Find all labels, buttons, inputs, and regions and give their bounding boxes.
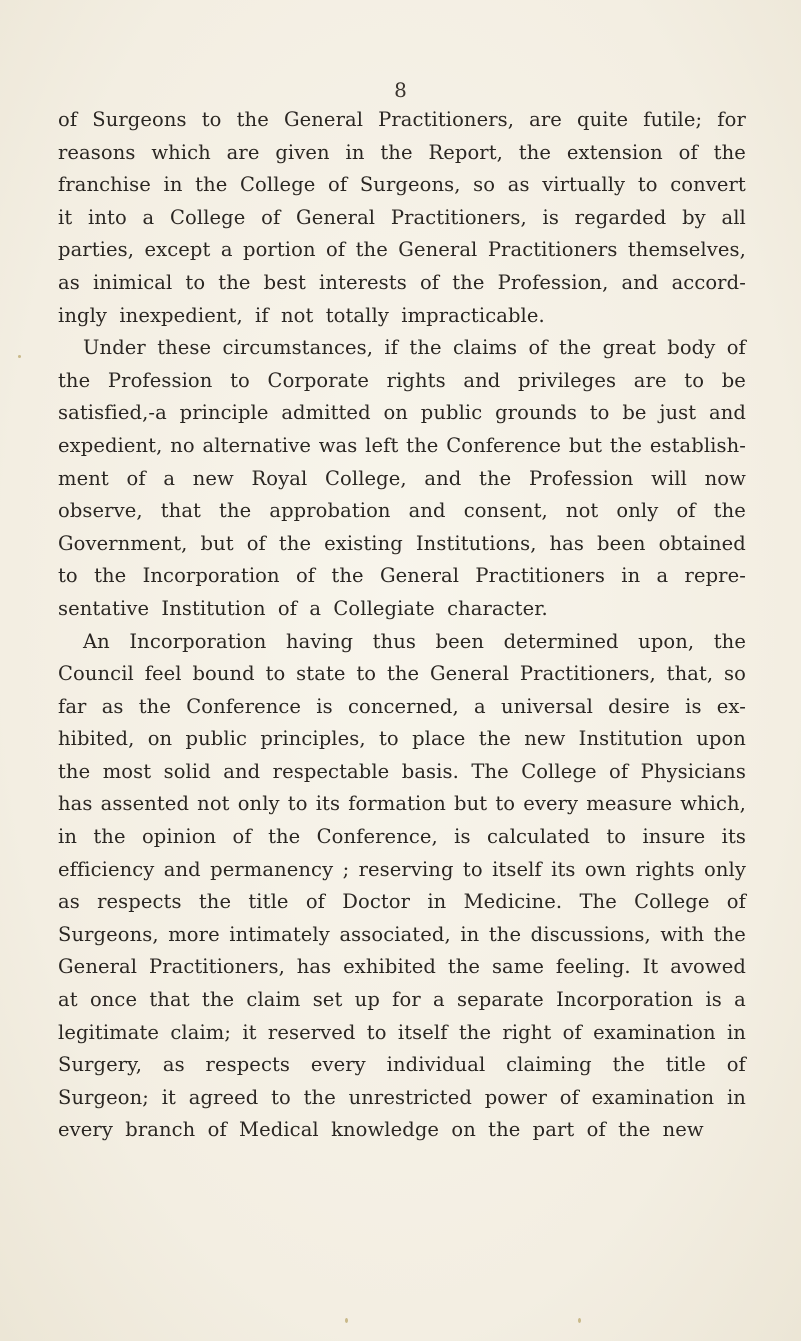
text-line: An Incorporation having thus been determined upon, the xyxy=(83,629,746,653)
text-line: of Surgeons to the General Practitioners, are quite futile; for xyxy=(58,108,746,131)
text-line: parties, except a portion of the General Practitioners themselves, xyxy=(58,238,746,262)
text-line: Surgeon; it agreed to the unrestricted power of examination in xyxy=(58,1085,746,1109)
paragraph xyxy=(58,104,746,332)
text-line: franchise in the College of Surgeons, so as virtually to convert xyxy=(58,173,746,197)
text-line: as respects the title of Doctor in Medicine. The College of xyxy=(58,890,746,914)
text-line: reasons which are given in the Report, the extension of the xyxy=(58,140,746,164)
text-line: observe, that the approbation and consent, not only of the xyxy=(58,499,746,523)
text-line: Council feel bound to state to the General Practitioners, that, so xyxy=(58,662,746,686)
text-line: Surgery, as respects every individual claiming the title of xyxy=(58,1053,746,1077)
text-line: at once that the claim set up for a separate Incorporation is a xyxy=(58,988,746,1012)
text-line: has assented not only to its formation but to every measure which, xyxy=(58,792,746,816)
paper-speck xyxy=(345,1318,348,1323)
text-line: every branch of Medical knowledge on the part of the new xyxy=(58,1118,704,1142)
text-line: Surgeons, more intimately associated, in the discussions, with the xyxy=(58,922,746,946)
body-text xyxy=(58,104,746,1147)
text-line: ingly inexpedient, if not totally impracticable. xyxy=(58,303,545,327)
text-line: far as the Conference is concerned, a universal desire is ex- xyxy=(58,694,746,718)
text-line: legitimate claim; it reserved to itself the right of examination in xyxy=(58,1020,746,1044)
text-line: in the opinion of the Conference, is calculated to insure its xyxy=(58,825,746,849)
paper-speck xyxy=(578,1318,581,1323)
page-number: 8 xyxy=(394,78,407,102)
paper-speck xyxy=(18,355,21,358)
text-line: General Practitioners, has exhibited the same feeling. It avowed xyxy=(58,955,746,979)
text-line: Government, but of the existing Institutions, has been obtained xyxy=(58,531,746,555)
text-line: as inimical to the best interests of the Profession, and accord- xyxy=(58,270,746,294)
text-line: it into a College of General Practitioners, is regarded by all xyxy=(58,205,746,229)
text-line: hibited, on public principles, to place the new Institution upon xyxy=(58,727,746,751)
paragraph xyxy=(58,626,746,1148)
text-line: the Profession to Corporate rights and privileges are to be xyxy=(58,368,746,392)
text-line: efficiency and permanency ; reserving to itself its own rights only xyxy=(58,857,746,881)
text-line: the most solid and respectable basis. The College of Physicians xyxy=(58,759,746,783)
paragraph xyxy=(58,332,746,625)
text-line: to the Incorporation of the General Practitioners in a repre- xyxy=(58,564,746,588)
text-line: ment of a new Royal College, and the Profession will now xyxy=(58,466,746,490)
text-line: expedient, no alternative was left the Conference but the establish- xyxy=(58,433,746,457)
text-line: Under these circumstances, if the claims of the great body of xyxy=(83,336,746,360)
text-line: satisfied,-a principle admitted on public grounds to be just and xyxy=(58,401,746,425)
text-line: sentative Institution of a Collegiate character. xyxy=(58,596,548,620)
